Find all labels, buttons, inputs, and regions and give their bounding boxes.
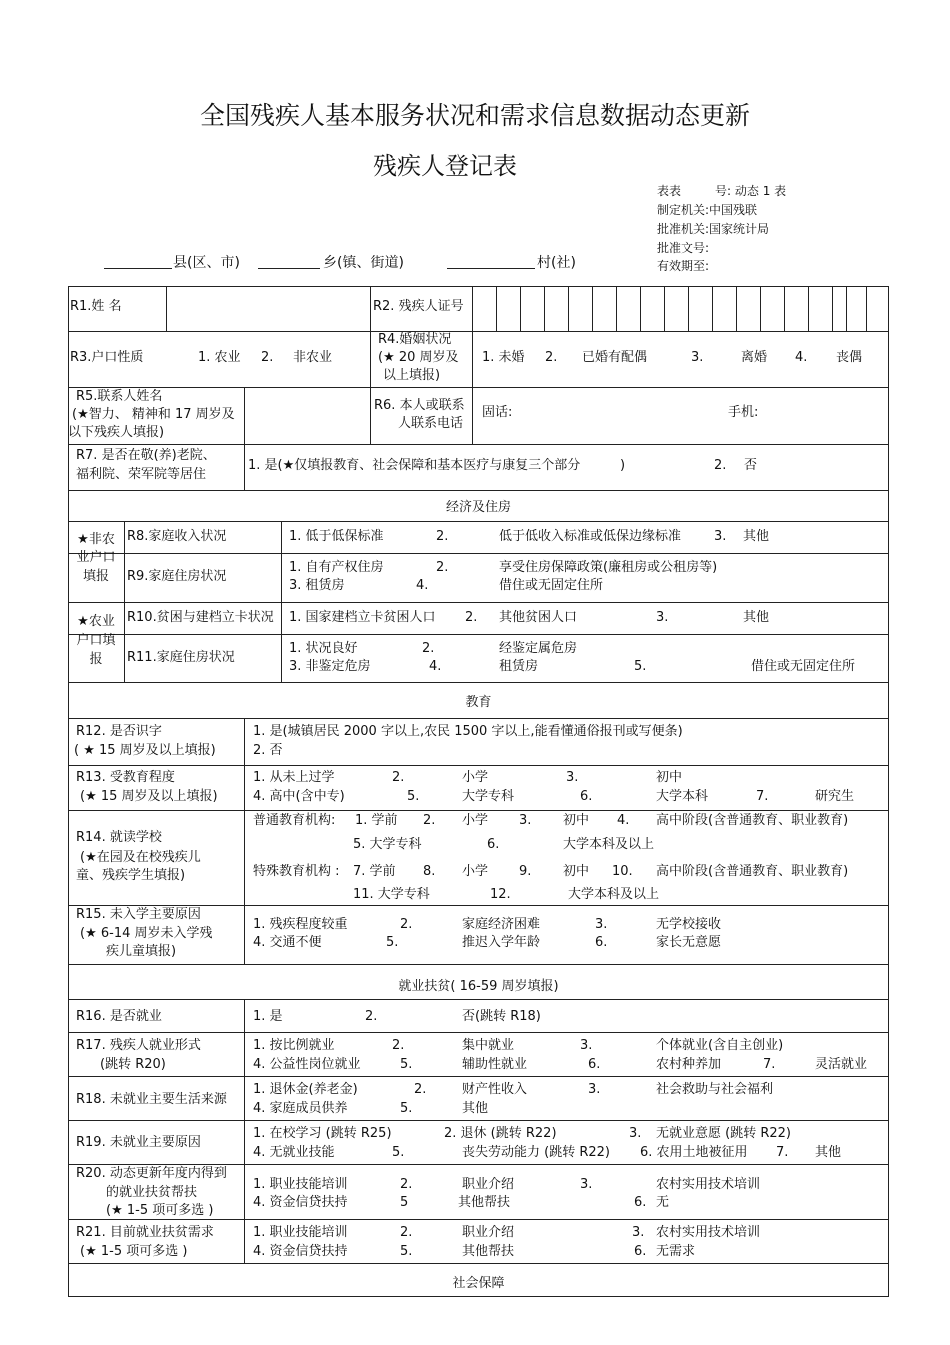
r14-option-3-num: 3. (519, 813, 532, 828)
r12-label-1: R12. 是否识字 (76, 724, 162, 739)
r4-option-2[interactable]: 已婚有配偶 (582, 350, 648, 365)
r20-option-6[interactable]: 无 (656, 1195, 670, 1210)
r7-option-2[interactable]: 否 (744, 458, 758, 473)
r14-special-label: 特殊教育机构 : (253, 864, 340, 879)
r15-option-6-num: 6. (595, 935, 608, 950)
r6-mobile-label: 手机: (728, 405, 759, 420)
r21-label-1: R21. 目前就业扶贫需求 (76, 1225, 214, 1240)
r19-option-5-num: 5. (392, 1145, 405, 1160)
r20-option-1[interactable]: 1. 职业技能培训 (253, 1177, 348, 1192)
r14-option-5[interactable]: 5. 大学专科 (353, 837, 422, 852)
form-subtitle: 残疾人登记表 (373, 152, 517, 180)
r10-option-2-num: 2. (465, 610, 478, 625)
form-number: 表表 号: 动态 1 表 (657, 184, 787, 198)
r13-option-4[interactable]: 4. 高中(含中专) (253, 789, 345, 804)
r4-option-2-num: 2. (545, 350, 558, 365)
r14-label-1: R14. 就读学校 (76, 830, 162, 845)
r17-option-4[interactable]: 4. 公益性岗位就业 (253, 1057, 361, 1072)
address-village-label: 村(社) (537, 255, 576, 271)
r9-option-4[interactable]: 借住或无固定住所 (499, 578, 604, 593)
r13-label-2: (★ 15 周岁及以上填报) (80, 789, 218, 804)
r7-option-2-num: 2. (714, 458, 727, 473)
r17-option-3[interactable]: 个体就业(含自主创业) (656, 1038, 784, 1053)
r9-label: R9.家庭住房状况 (127, 569, 227, 584)
r16-label: R16. 是否就业 (76, 1009, 162, 1024)
r3-option-2[interactable]: 非农业 (293, 350, 333, 365)
section-social-security: 社会保障 (452, 1276, 505, 1291)
r15-option-3-num: 3. (595, 917, 608, 932)
r6-fixed-phone-label: 固话: (482, 405, 513, 420)
r17-option-1[interactable]: 1. 按比例就业 (253, 1038, 335, 1053)
r14-option-6-num: 6. (487, 837, 500, 852)
r17-option-2-num: 2. (392, 1038, 405, 1053)
r21-option-6[interactable]: 无需求 (656, 1244, 696, 1259)
r14-option-11[interactable]: 11. 大学专科 (353, 887, 430, 902)
r15-label-2: (★ 6-14 周岁未入学残 (80, 926, 213, 941)
r21-label-2: (★ 1-5 项可多选 ) (80, 1244, 188, 1259)
r19-option-7[interactable]: 其他 (815, 1145, 842, 1160)
r17-option-7-num: 7. (763, 1057, 776, 1072)
r20-option-6-num: 6. (634, 1195, 647, 1210)
r19-option-2[interactable]: 2. 退休 (跳转 R22) (444, 1126, 557, 1141)
farm-group-l3: 报 (89, 652, 103, 667)
r14-option-12[interactable]: 大学本科及以上 (568, 887, 660, 902)
r21-option-3-num: 3. (632, 1225, 645, 1240)
form-title: 全国残疾人基本服务状况和需求信息数据动态更新 (199, 101, 750, 130)
r15-option-2-num: 2. (400, 917, 413, 932)
r11-option-5[interactable]: 借住或无固定住所 (751, 659, 856, 674)
r17-label-2: (跳转 R20) (100, 1057, 166, 1072)
r20-option-5-num: 5 (400, 1195, 409, 1210)
r13-option-1[interactable]: 1. 从未上过学 (253, 770, 335, 785)
r17-option-6[interactable]: 农村种养加 (656, 1057, 722, 1072)
r20-label-3: (★ 1-5 项可多选 ) (106, 1203, 214, 1218)
r8-option-1[interactable]: 1. 低于低保标准 (289, 529, 384, 544)
r18-option-2-num: 2. (414, 1082, 427, 1097)
r14-option-10[interactable]: 高中阶段(含普通教育、职业教育) (656, 864, 849, 879)
r19-option-3-num: 3. (629, 1126, 642, 1141)
r17-option-7[interactable]: 灵活就业 (815, 1057, 868, 1072)
r16-option-1[interactable]: 1. 是 (253, 1009, 283, 1024)
r5-label-1: R5.联系人姓名 (76, 389, 163, 404)
r14-option-2-num: 2. (423, 813, 436, 828)
r4-label-1: R4.婚姻状况 (378, 332, 452, 347)
r9-option-3[interactable]: 3. 租赁房 (289, 578, 345, 593)
r9-option-2[interactable]: 享受住房保障政策(廉租房或公租房等) (499, 560, 718, 575)
r16-option-2[interactable]: 否(跳转 R18) (462, 1009, 541, 1024)
r19-option-7-num: 7. (776, 1145, 789, 1160)
r4-option-3[interactable]: 离婚 (741, 350, 768, 365)
section-education: 教育 (465, 695, 492, 710)
address-county-label: 县(区、市) (173, 255, 240, 271)
address-town-label: 乡(镇、街道) (323, 255, 404, 271)
r20-option-2-num: 2. (400, 1177, 413, 1192)
r16-option-2-num: 2. (365, 1009, 378, 1024)
r15-option-4[interactable]: 4. 交通不便 (253, 935, 322, 950)
section-employment: 就业扶贫( 16-59 周岁填报) (398, 979, 559, 994)
r14-option-2[interactable]: 小学 (462, 813, 489, 828)
r14-label-2: (★在园及在校残疾儿 (80, 850, 201, 865)
r13-option-2[interactable]: 小学 (462, 770, 489, 785)
r18-option-1[interactable]: 1. 退休金(养老金) (253, 1082, 358, 1097)
r14-option-9[interactable]: 初中 (563, 864, 590, 879)
r21-option-1[interactable]: 1. 职业技能培训 (253, 1225, 348, 1240)
r15-label-1: R15. 未入学主要原因 (76, 907, 201, 922)
r7-option-1[interactable]: 1. 是(★仅填报教育、社会保障和基本医疗与康复三个部分 (248, 458, 581, 473)
r5-label-3: 以下残疾人填报) (68, 425, 165, 440)
r14-option-8[interactable]: 小学 (462, 864, 489, 879)
r18-label: R18. 未就业主要生活来源 (76, 1092, 227, 1107)
r20-option-2[interactable]: 职业介绍 (462, 1177, 515, 1192)
approved-by: 批准机关:国家统计局 (657, 222, 770, 236)
r8-option-2[interactable]: 低于低收入标准或低保边缘标准 (499, 529, 682, 544)
r21-option-6-num: 6. (634, 1244, 647, 1259)
r13-option-2-num: 2. (392, 770, 405, 785)
r3-option-1[interactable]: 1. 农业 (198, 350, 241, 365)
r11-option-5-num: 5. (634, 659, 647, 674)
r4-option-3-num: 3. (691, 350, 704, 365)
r21-option-4[interactable]: 4. 资金信贷扶持 (253, 1244, 348, 1259)
r7-label-2: 福利院、荣军院等居住 (76, 467, 207, 482)
r12-label-2: ( ★ 15 周岁及以上填报) (74, 743, 216, 758)
r10-option-1[interactable]: 1. 国家建档立卡贫困人口 (289, 610, 436, 625)
r15-option-5-num: 5. (386, 935, 399, 950)
r4-label-2: (★ 20 周岁及 (378, 350, 459, 365)
r11-option-3[interactable]: 3. 非鉴定危房 (289, 659, 371, 674)
r21-option-2-num: 2. (400, 1225, 413, 1240)
r13-option-6[interactable]: 大学本科 (656, 789, 709, 804)
r19-option-3[interactable]: 无就业意愿 (跳转 R22) (656, 1126, 791, 1141)
approval-number: 批准文号: (657, 241, 710, 255)
r19-option-4[interactable]: 4. 无就业技能 (253, 1145, 335, 1160)
r18-option-4[interactable]: 4. 家庭成员供养 (253, 1101, 348, 1116)
r15-option-6[interactable]: 家长无意愿 (656, 935, 722, 950)
r20-option-3-num: 3. (580, 1177, 593, 1192)
r7-label-1: R7. 是否在敬(养)老院、 (76, 448, 216, 463)
r9-option-4-num: 4. (416, 578, 429, 593)
r12-option-1[interactable]: 1. 是(城镇居民 2000 字以上,农民 1500 字以上,能看懂通俗报刊或写便条) (253, 724, 683, 739)
r7-option-1-close: ) (620, 458, 626, 473)
r14-option-1[interactable]: 1. 学前 (355, 813, 398, 828)
r20-option-5[interactable]: 其他帮扶 (458, 1195, 511, 1210)
r11-option-1[interactable]: 1. 状况良好 (289, 641, 358, 656)
r20-option-4[interactable]: 4. 资金信贷扶持 (253, 1195, 348, 1210)
r17-label-1: R17. 残疾人就业形式 (76, 1038, 201, 1053)
r4-label-3: 以上填报) (383, 368, 441, 383)
r1-name-label: R1.姓 名 (70, 299, 122, 314)
r8-option-3-num: 3. (714, 529, 727, 544)
r19-option-6[interactable]: 6. 农用土地被征用 (640, 1145, 748, 1160)
r17-option-3-num: 3. (580, 1038, 593, 1053)
r14-option-8-num: 8. (423, 864, 436, 879)
r14-general-label: 普通教育机构: (253, 813, 336, 828)
r13-option-7[interactable]: 研究生 (815, 789, 855, 804)
r11-label: R11.家庭住房状况 (127, 650, 235, 665)
r14-option-6[interactable]: 大学本科及以上 (563, 837, 655, 852)
r10-label: R10.贫困与建档立卡状况 (127, 610, 274, 625)
r14-option-12-num: 12. (490, 887, 511, 902)
r19-option-5[interactable]: 丧失劳动能力 (跳转 R22) (462, 1145, 610, 1160)
farm-group-l2: 户口填 (76, 633, 116, 648)
r14-option-9-num: 9. (519, 864, 532, 879)
r21-option-5[interactable]: 其他帮扶 (462, 1244, 515, 1259)
r17-option-2[interactable]: 集中就业 (462, 1038, 515, 1053)
r20-label-1: R20. 动态更新年度内得到 (76, 1166, 227, 1181)
r14-label-3: 童、残疾学生填报) (76, 868, 186, 883)
r20-label-2: 的就业扶贫帮扶 (106, 1185, 198, 1200)
nonfarm-group-l1: ★非农 (77, 532, 115, 547)
r11-option-2[interactable]: 经鉴定属危房 (499, 641, 578, 656)
r14-option-7[interactable]: 7. 学前 (353, 864, 396, 879)
r17-option-6-num: 6. (588, 1057, 601, 1072)
r9-option-2-num: 2. (436, 560, 449, 575)
r11-option-4[interactable]: 租赁房 (499, 659, 539, 674)
r13-option-5[interactable]: 大学专科 (462, 789, 515, 804)
r13-option-3-num: 3. (566, 770, 579, 785)
r10-option-2[interactable]: 其他贫困人口 (499, 610, 578, 625)
r8-option-3[interactable]: 其他 (743, 529, 770, 544)
r14-option-10-num: 10. (612, 864, 633, 879)
r21-option-2[interactable]: 职业介绍 (462, 1225, 515, 1240)
nonfarm-group-l3: 填报 (82, 569, 109, 584)
r4-option-4-num: 4. (795, 350, 808, 365)
r10-option-3-num: 3. (656, 610, 669, 625)
r20-option-3[interactable]: 农村实用技术培训 (656, 1177, 761, 1192)
made-by: 制定机关:中国残联 (657, 203, 758, 217)
r4-option-4[interactable]: 丧偶 (836, 350, 863, 365)
r21-option-5-num: 5. (400, 1244, 413, 1259)
r14-option-3[interactable]: 初中 (563, 813, 590, 828)
r15-option-2[interactable]: 家庭经济困难 (462, 917, 541, 932)
r8-label: R8.家庭收入状况 (127, 529, 227, 544)
r8-option-2-num: 2. (436, 529, 449, 544)
r11-option-4-num: 4. (429, 659, 442, 674)
r13-option-6-num: 6. (580, 789, 593, 804)
r6-label-1: R6. 本人或联系 (374, 398, 465, 413)
r4-option-1[interactable]: 1. 未婚 (482, 350, 525, 365)
r17-option-5[interactable]: 辅助性就业 (462, 1057, 528, 1072)
r18-option-5[interactable]: 其他 (462, 1101, 489, 1116)
r19-option-1[interactable]: 1. 在校学习 (跳转 R25) (253, 1126, 392, 1141)
r12-option-2[interactable]: 2. 否 (253, 743, 283, 758)
r15-label-3: 疾儿童填报) (106, 944, 177, 959)
r15-option-1[interactable]: 1. 残疾程度较重 (253, 917, 348, 932)
r17-option-5-num: 5. (400, 1057, 413, 1072)
nonfarm-group-l2: 业户口 (76, 550, 116, 565)
r10-option-3[interactable]: 其他 (743, 610, 770, 625)
r18-option-3-num: 3. (588, 1082, 601, 1097)
r14-option-4-num: 4. (617, 813, 630, 828)
r18-option-2[interactable]: 财产性收入 (462, 1082, 528, 1097)
r13-option-5-num: 5. (407, 789, 420, 804)
r2-cert-label: R2. 残疾人证号 (373, 299, 464, 314)
r15-option-5[interactable]: 推迟入学年龄 (462, 935, 541, 950)
r5-label-2: (★智力、 精神和 17 周岁及 (72, 407, 235, 422)
r13-option-3[interactable]: 初中 (656, 770, 683, 785)
r15-option-3[interactable]: 无学校接收 (656, 917, 722, 932)
r19-label: R19. 未就业主要原因 (76, 1135, 201, 1150)
r6-label-2: 人联系电话 (398, 416, 464, 431)
r18-option-5-num: 5. (400, 1101, 413, 1116)
r3-hukou-label: R3.户口性质 (70, 350, 144, 365)
r21-option-3[interactable]: 农村实用技术培训 (656, 1225, 761, 1240)
r9-option-1[interactable]: 1. 自有产权住房 (289, 560, 384, 575)
r3-option-2-num: 2. (261, 350, 274, 365)
r13-option-7-num: 7. (756, 789, 769, 804)
r18-option-3[interactable]: 社会救助与社会福利 (656, 1082, 774, 1097)
section-economy: 经济及住房 (445, 500, 511, 515)
valid-until: 有效期至: (657, 259, 710, 273)
r13-label-1: R13. 受教育程度 (76, 770, 175, 785)
r14-option-4[interactable]: 高中阶段(含普通教育、职业教育) (656, 813, 849, 828)
r11-option-2-num: 2. (422, 641, 435, 656)
farm-group-l1: ★农业 (77, 614, 115, 629)
